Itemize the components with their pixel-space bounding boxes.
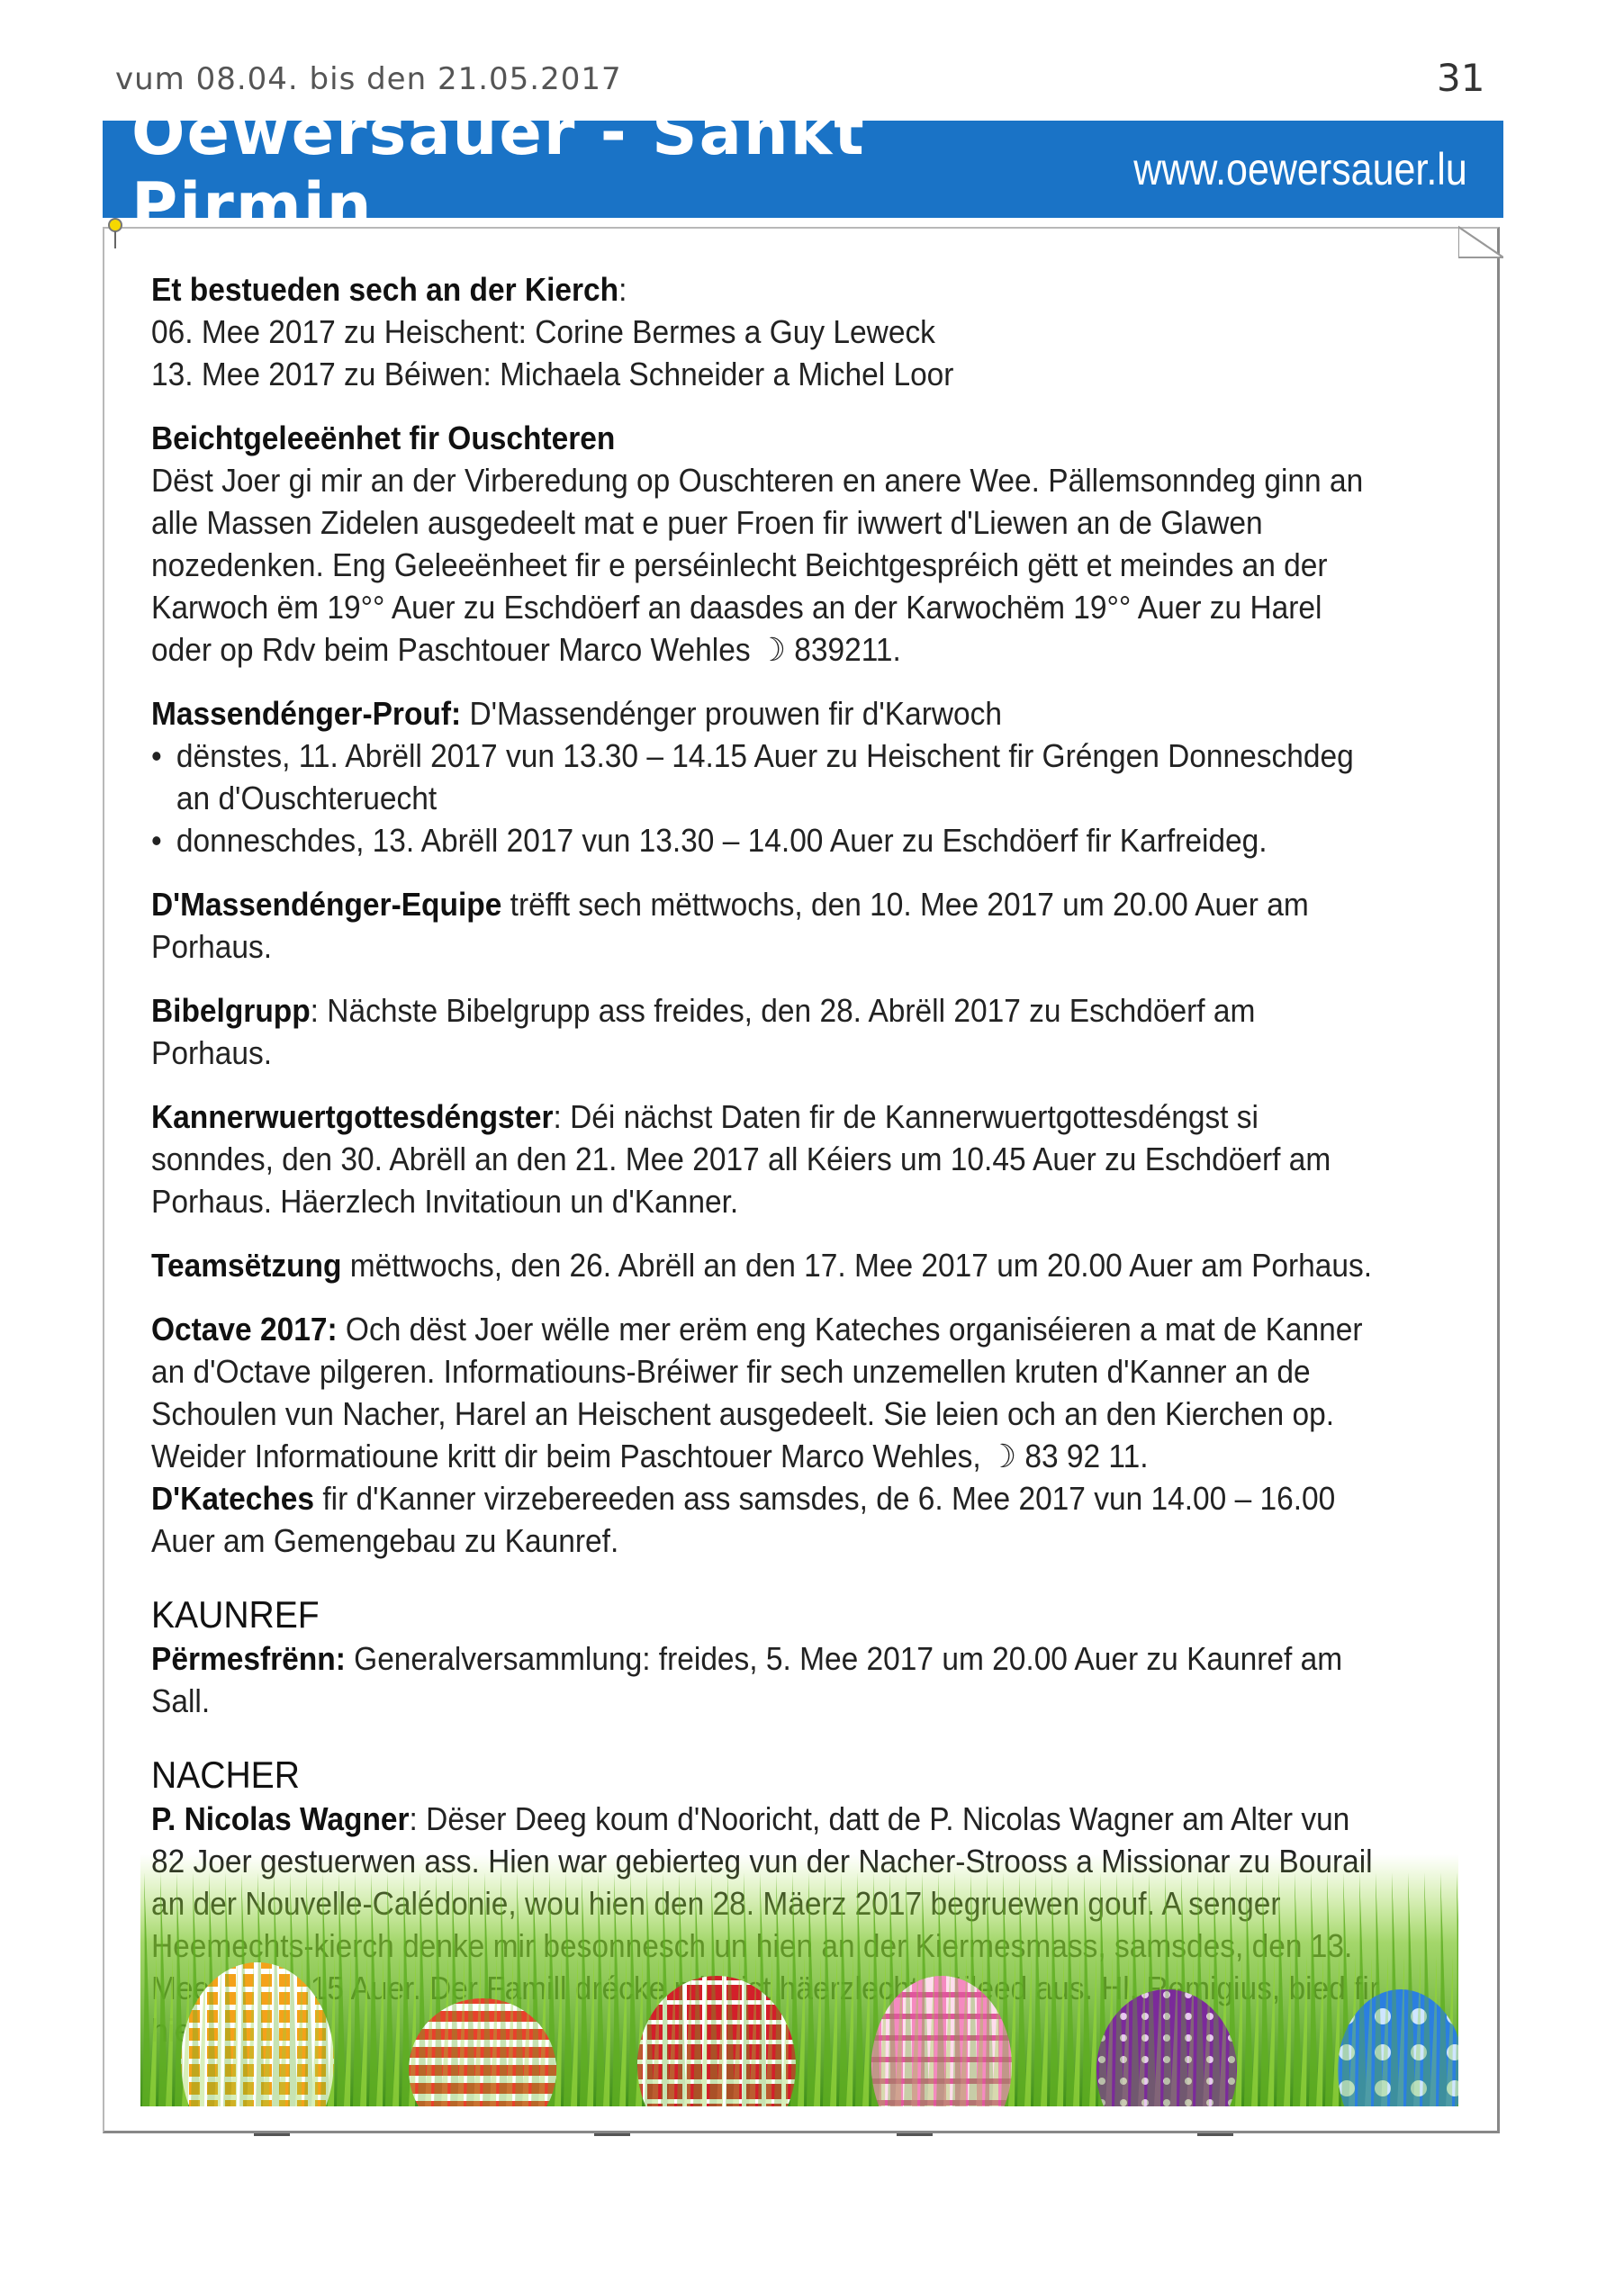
date-range: vum 08.04. bis den 21.05.2017	[115, 61, 622, 97]
confession-text: Dëst Joer gi mir an der Virberedung op Ouschteren en anere Wee. Pällemsonndeg ginn an alle Massen Zidelen ausgedeelt mat e puer Froen fir iwwert d'Liewen an de Glawen nozedenken. Eng Geleeënheet fir e perséinlecht Beichtgespréich gëtt et meindes an der Karwoch ëm 19°° Auer zu Eschdöerf an daasdes an der Karwochëm 19°° Auer zu Harel oder op Rdv beim Paschtouer Marco Wehles	[151, 462, 1364, 668]
article-body	[151, 268, 1382, 2051]
team-meeting-section	[151, 1244, 1382, 1286]
kaunref-section	[151, 1637, 1382, 1722]
banner-title: Öewersauer - Sankt Pirmin	[131, 95, 866, 243]
footer-mark	[594, 2133, 630, 2136]
catechesis-heading: D'Kateches	[151, 1480, 315, 1517]
kaunref-heading: KAUNREF	[151, 1593, 320, 1636]
pin-icon	[106, 216, 124, 252]
kaunref-subheading: Përmesfrënn:	[151, 1640, 346, 1677]
weddings-heading: Et bestueden sech an der Kierch	[151, 271, 619, 308]
children-service-section	[151, 1095, 1382, 1222]
team-heading: D'Massendénger-Equipe	[151, 886, 502, 923]
page-number: 31	[1437, 56, 1485, 100]
wedding-line: 13. Mee 2017 zu Béiwen: Michaela Schneider a Michel Loor	[151, 356, 954, 392]
rehearsal-text: D'Massendénger prouwen fir d'Karwoch	[469, 695, 1003, 732]
website-link[interactable]: www.oewersauer.lu	[1133, 144, 1467, 194]
kaunref-text: Generalversammlung: freides, 5. Mee 2017 um 20.00 Auer zu Kaunref am Sall.	[151, 1640, 1343, 1719]
nacher-text: : Dëser Deeg koum d'Nooricht, datt de P. Nicolas Wagner am Alter vun	[409, 1800, 1350, 1837]
nacher-subheading: P. Nicolas Wagner	[151, 1800, 410, 1837]
bible-text: : Nächste Bibelgrupp ass freides, den 28. Abrëll 2017 zu Eschdöerf am Porhaus.	[151, 992, 1256, 1071]
page-fold-icon	[1458, 225, 1503, 259]
list-item: • dënstes, 11. Abrëll 2017 vun 13.30 – 14.15 Auer zu Heischent fir Gréngen Donneschdeg an d'Ouschteruecht	[151, 737, 1354, 816]
phone-icon: ☽	[989, 1438, 1017, 1474]
phone-number: 83 92 11.	[1024, 1438, 1149, 1474]
team-section	[151, 883, 1382, 968]
bible-section	[151, 989, 1382, 1074]
octave-heading: Octave 2017:	[151, 1311, 338, 1348]
easter-eggs-illustration	[140, 1854, 1458, 2106]
confession-section	[151, 417, 1382, 671]
header-banner	[103, 95, 1503, 243]
nacher-heading: NACHER	[151, 1754, 300, 1796]
footer-mark	[254, 2133, 290, 2136]
phone-number: 839211.	[794, 631, 901, 668]
wedding-line: 06. Mee 2017 zu Heischent: Corine Bermes a Guy Leweck	[151, 313, 935, 350]
octave-section	[151, 1308, 1382, 1562]
team-text: trëfft sech mëttwochs, den 10. Mee 2017 um 20.00 Auer am Porhaus.	[151, 886, 1309, 965]
team-meeting-text: mëttwochs, den 26. Abrëll an den 17. Mee 2017 um 20.00 Auer am Porhaus.	[341, 1247, 1373, 1284]
rehearsal-section	[151, 692, 1382, 735]
weddings-section: Et bestueden sech an der Kierch: 06. Mee 2017 zu Heischent: Corine Bermes a Guy Leweck 13. Mee 2017 zu Béiwen: Michaela Schneider a Michel Loor	[151, 271, 954, 392]
children-service-text: : Déi nächst Daten fir de Kannerwuertgottesdéngst si sonndes, den 30. Abrëll an den 21. Mee 2017 all Kéiers um 10.45 Auer zu Eschdöerf am Porhaus. Häerzlech Invitatioun un d'Kanner.	[151, 1098, 1331, 1220]
catechesis-text: fir d'Kanner virzebereeden ass samsdes, de 6. Mee 2017 vun 14.00 – 16.00 Auer am Gemengebau zu Kaunref.	[151, 1480, 1336, 1559]
children-service-heading: Kannerwuertgottesdéngster	[151, 1098, 554, 1135]
list-item: • donneschdes, 13. Abrëll 2017 vun 13.30 – 14.00 Auer zu Eschdöerf fir Karfreideg.	[151, 822, 1268, 859]
bible-heading: Bibelgrupp	[151, 992, 311, 1029]
phone-icon: ☽	[758, 631, 786, 668]
confession-heading: Beichtgeleeënhet fir Ouschteren	[151, 419, 616, 456]
footer-mark	[897, 2133, 933, 2136]
footer-mark	[1197, 2133, 1233, 2136]
rehearsal-heading: Massendénger-Prouf:	[151, 695, 462, 732]
team-meeting-heading: Teamsëtzung	[151, 1247, 342, 1284]
octave-text: Och dëst Joer wëlle mer erëm eng Kateches organiséieren a mat de Kanner an d'Octave pilgeren. Informatiouns-Bréiwer fir sech unzemellen kruten d'Kanner an de Schoulen vun Nacher, Harel an Heischent ausgedeelt. Sie leien och an den Kierchen op. Weider Informatioune kritt dir beim Paschtouer Marco Wehles,	[151, 1311, 1363, 1474]
